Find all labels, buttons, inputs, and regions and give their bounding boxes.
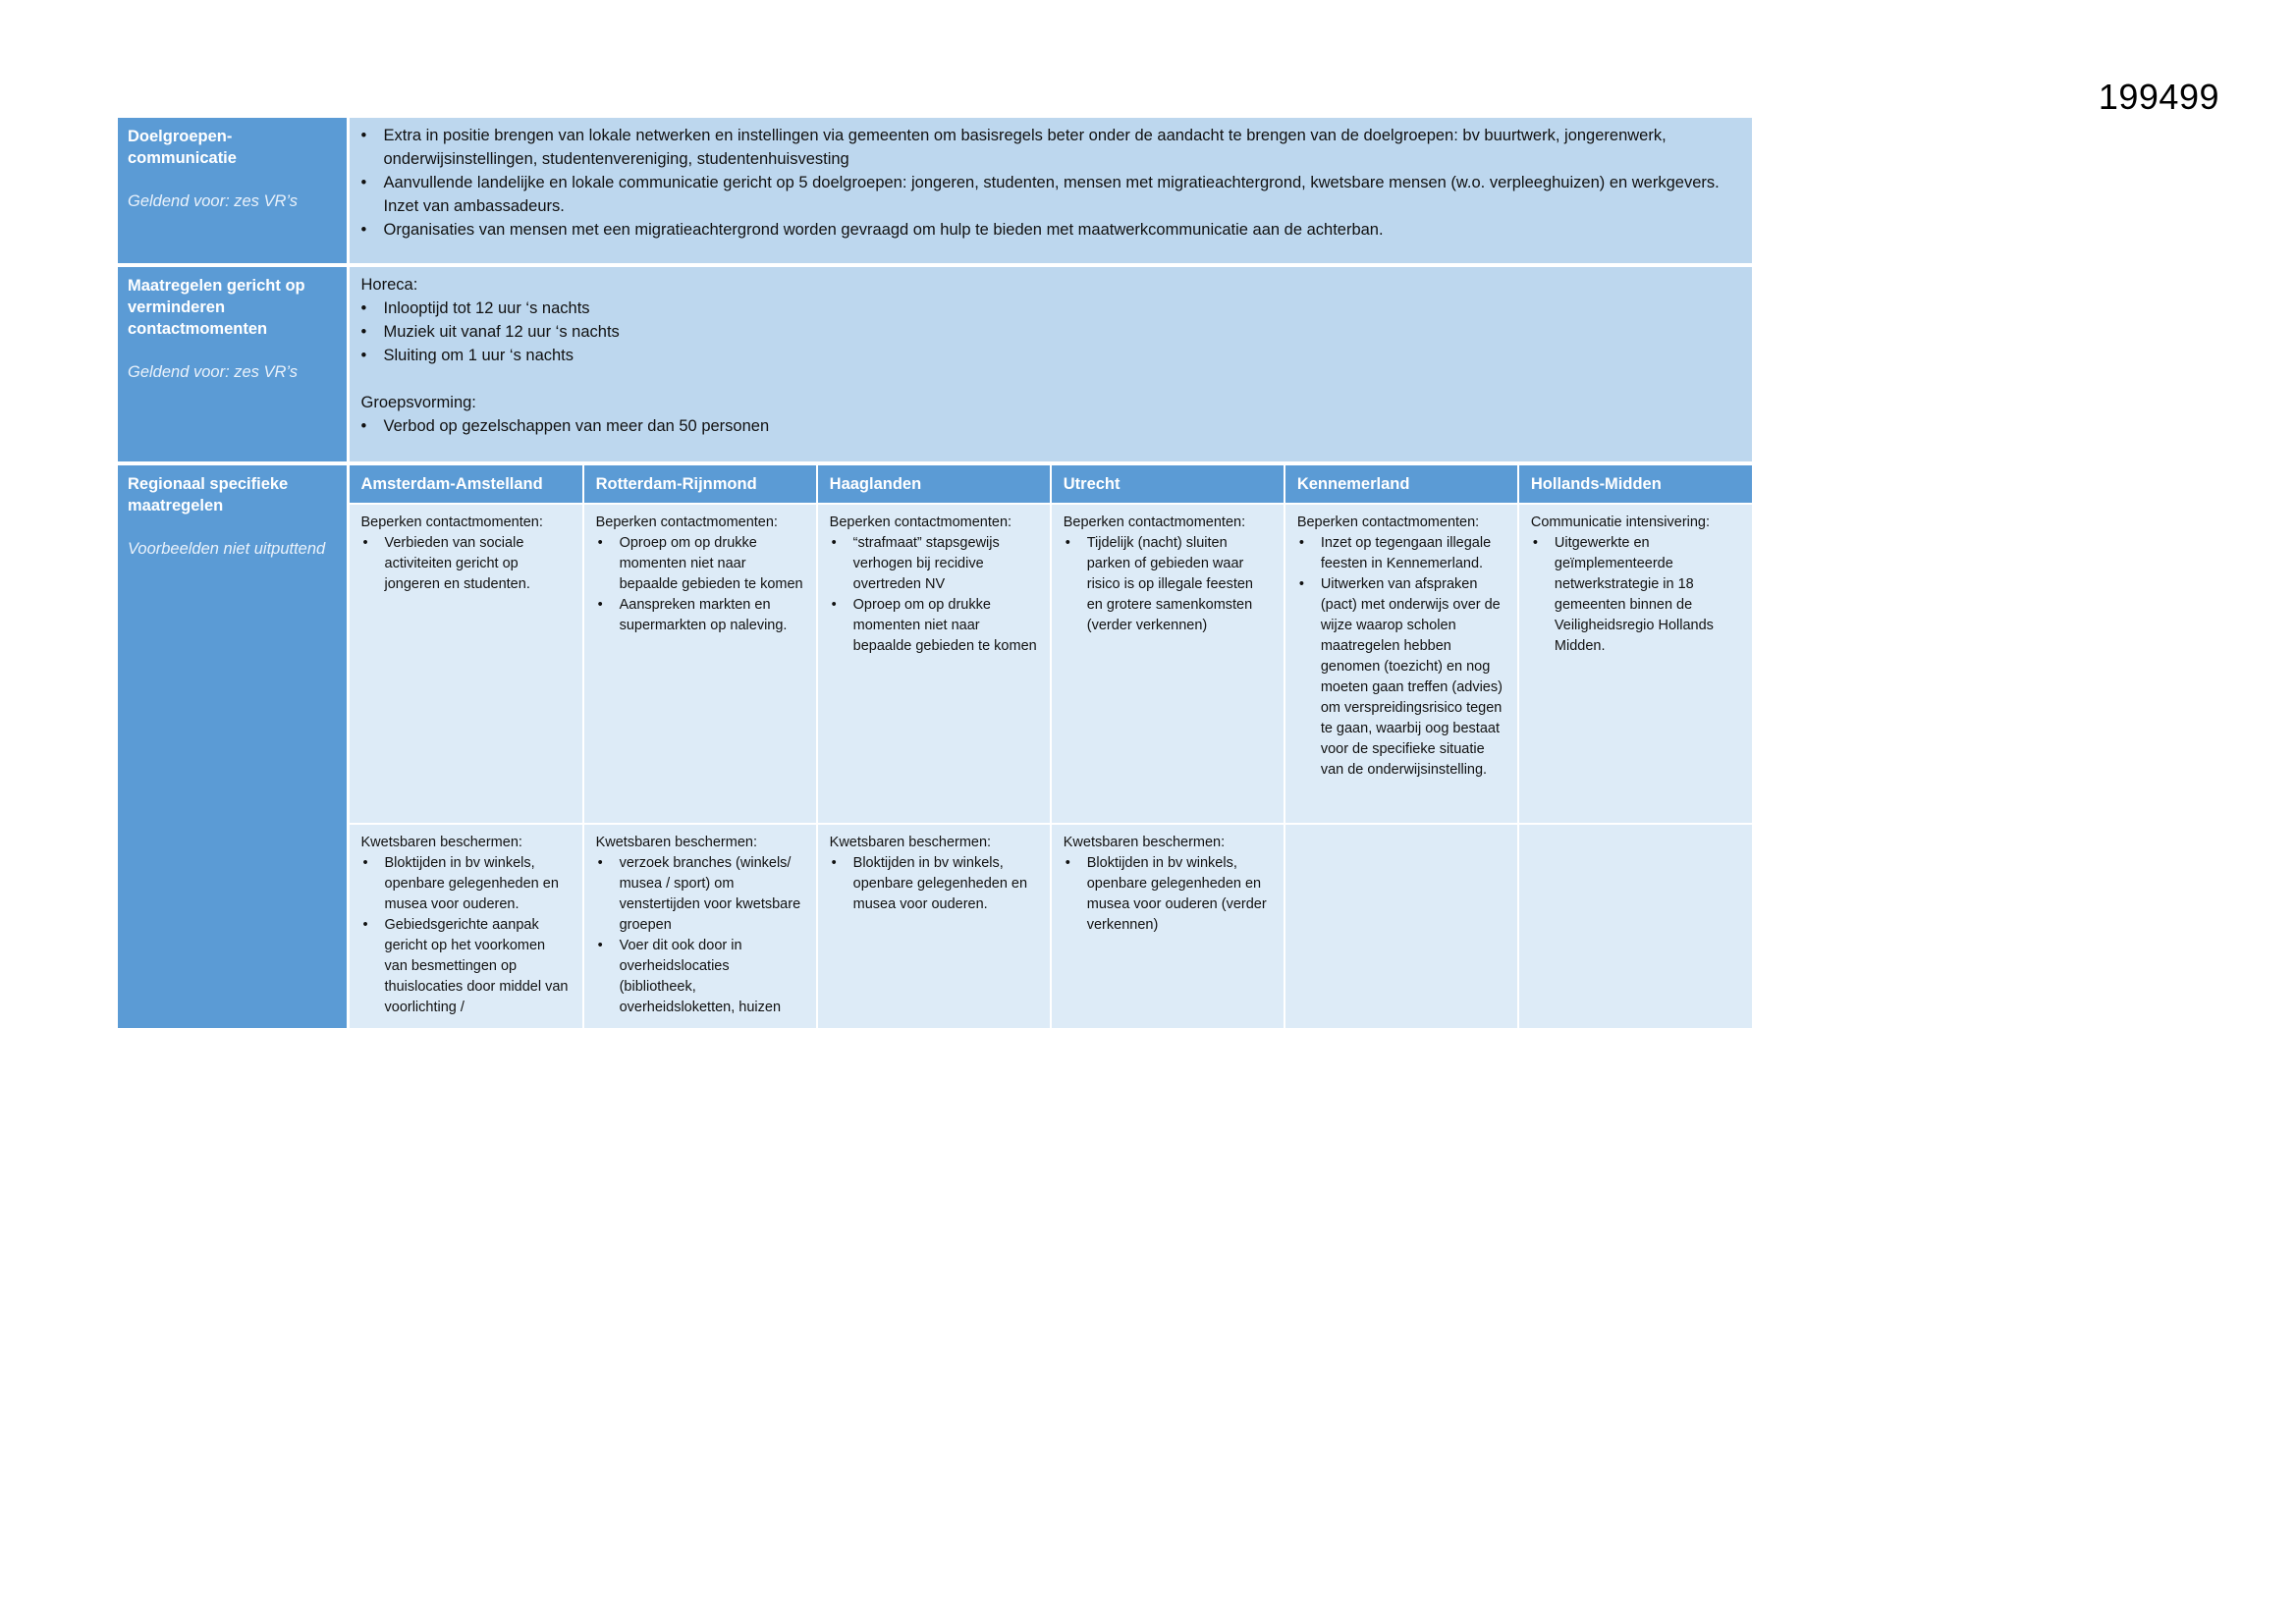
region-cell-empty bbox=[1518, 824, 1752, 1028]
list-item: • Aanvullende landelijke en lokale communicatie gericht op 5 doelgroepen: jongeren, studenten, mensen met migratieachtergrond, kwetsbare mensen (w.o. verpleeghuizen) en werkgevers. Inzet van ambassadeurs. bbox=[384, 171, 1741, 218]
region-row-kwetsbaren bbox=[350, 824, 1753, 1028]
list-item: • Organisaties van mensen met een migratieachtergrond worden gevraagd om hulp te bieden met maatwerkcommunicatie aan de achterban. bbox=[384, 218, 1741, 242]
region-header-utrecht: Utrecht bbox=[1051, 465, 1285, 504]
horeca-heading: Horeca: bbox=[360, 276, 418, 294]
list-item: • Uitwerken van afspraken (pact) met onderwijs over de wijze waarop scholen maatregelen hebben genomen (toezicht) en nog moeten gaan treffen (advies) om verspreidingsrisico tegen te gaan, waarbij oog bestaat voor de specifieke situatie van de onderwijsinstelling. bbox=[1321, 574, 1505, 781]
region-cell bbox=[350, 504, 583, 824]
list-item: • Voer dit ook door in overheidslocaties (bibliotheek, overheidsloketten, huizen bbox=[620, 936, 804, 1018]
bullet-list bbox=[361, 853, 571, 1018]
cell-heading: Beperken contactmomenten: bbox=[595, 514, 778, 530]
region-header-rotterdam: Rotterdam-Rijnmond bbox=[583, 465, 817, 504]
list-item: • Bloktijden in bv winkels, openbare gelegenheden en musea voor ouderen. bbox=[385, 853, 571, 915]
list-item: • Bloktijden in bv winkels, openbare gelegenheden en musea voor ouderen. bbox=[853, 853, 1038, 915]
list-item: • verzoek branches (winkels/ musea / sport) om venstertijden voor kwetsbare groepen bbox=[620, 853, 804, 936]
region-table bbox=[350, 465, 1753, 1028]
region-cell bbox=[1285, 504, 1518, 824]
row-label: Doelgroepen-communicatie bbox=[128, 128, 237, 167]
horeca-list bbox=[361, 297, 1741, 367]
bullet-list bbox=[1297, 533, 1505, 781]
list-item: • Muziek uit vanaf 12 uur ‘s nachts bbox=[384, 320, 1741, 344]
bullet-list bbox=[830, 533, 1038, 657]
row-note: Voorbeelden niet uitputtend bbox=[128, 540, 326, 558]
list-item: • Tijdelijk (nacht) sluiten parken of gebieden waar risico is op illegale feesten en grotere samenkomsten (verder verkennen) bbox=[1087, 533, 1272, 636]
region-cell bbox=[1051, 504, 1285, 824]
list-item: • Inzet op tegengaan illegale feesten in Kennemerland. bbox=[1321, 533, 1505, 574]
content-doelgroepen bbox=[348, 118, 1752, 265]
document-number: 199499 bbox=[2098, 77, 2219, 117]
region-header-row bbox=[350, 465, 1753, 504]
row-maatregelen bbox=[118, 265, 1752, 463]
region-cell bbox=[583, 824, 817, 1028]
region-cell bbox=[350, 824, 583, 1028]
region-cell-empty bbox=[1285, 824, 1518, 1028]
region-cell bbox=[583, 504, 817, 824]
cell-heading: Kwetsbaren beschermen: bbox=[829, 835, 992, 850]
bullet-list bbox=[596, 853, 804, 1018]
cell-heading: Kwetsbaren beschermen: bbox=[1063, 835, 1226, 850]
region-header-hollands-midden: Hollands-Midden bbox=[1518, 465, 1752, 504]
list-item: • Aanspreken markten en supermarkten op naleving. bbox=[620, 595, 804, 636]
bullet-list bbox=[1064, 853, 1272, 936]
groepsvorming-heading: Groepsvorming: bbox=[360, 394, 476, 411]
measures-table bbox=[118, 118, 1752, 1028]
row-doelgroepen bbox=[118, 118, 1752, 265]
row-label: Maatregelen gericht op verminderen contactmomenten bbox=[128, 277, 305, 338]
list-item: • Oproep om op drukke momenten niet naar bepaalde gebieden te komen bbox=[853, 595, 1038, 657]
row-label: Regionaal specifieke maatregelen bbox=[128, 475, 289, 514]
region-cell bbox=[1518, 504, 1752, 824]
list-item: • Bloktijden in bv winkels, openbare gelegenheden en musea voor ouderen (verder verkennen) bbox=[1087, 853, 1272, 936]
cell-heading: Beperken contactmomenten: bbox=[1296, 514, 1480, 530]
region-cell bbox=[1051, 824, 1285, 1028]
list-item: • Gebiedsgerichte aanpak gericht op het voorkomen van besmettingen op thuislocaties door middel van voorlichting / bbox=[385, 915, 571, 1018]
region-header-haaglanden: Haaglanden bbox=[817, 465, 1051, 504]
list-item: • Verbod op gezelschappen van meer dan 50 personen bbox=[384, 414, 1741, 438]
cell-heading: Beperken contactmomenten: bbox=[829, 514, 1012, 530]
region-cell bbox=[817, 824, 1051, 1028]
row-regionaal bbox=[118, 463, 1752, 1028]
content-regionaal bbox=[348, 463, 1752, 1028]
list-item: • Oproep om op drukke momenten niet naar bepaalde gebieden te komen bbox=[620, 533, 804, 595]
groepsvorming-list bbox=[361, 414, 1741, 438]
bullet-list bbox=[361, 124, 1741, 242]
label-maatregelen bbox=[118, 265, 348, 463]
list-item: • “strafmaat” stapsgewijs verhogen bij recidive overtreden NV bbox=[853, 533, 1038, 595]
content-maatregelen bbox=[348, 265, 1752, 463]
list-item: • Sluiting om 1 uur ‘s nachts bbox=[384, 344, 1741, 367]
label-regionaal bbox=[118, 463, 348, 1028]
bullet-list bbox=[596, 533, 804, 636]
bullet-list bbox=[830, 853, 1038, 915]
row-note: Geldend voor: zes VR’s bbox=[128, 363, 299, 381]
list-item: • Uitgewerkte en geïmplementeerde netwerkstrategie in 18 gemeenten binnen de Veiligheidsregio Hollands Midden. bbox=[1555, 533, 1740, 657]
cell-heading: Kwetsbaren beschermen: bbox=[595, 835, 757, 850]
cell-heading: Kwetsbaren beschermen: bbox=[360, 835, 522, 850]
bullet-list bbox=[1531, 533, 1740, 657]
region-cell bbox=[817, 504, 1051, 824]
list-item: • Verbieden van sociale activiteiten gericht op jongeren en studenten. bbox=[385, 533, 571, 595]
region-header-amsterdam: Amsterdam-Amstelland bbox=[350, 465, 583, 504]
label-doelgroepen bbox=[118, 118, 348, 265]
cell-heading: Beperken contactmomenten: bbox=[360, 514, 543, 530]
cell-heading: Beperken contactmomenten: bbox=[1063, 514, 1246, 530]
bullet-list bbox=[361, 533, 571, 595]
region-row-contactmomenten bbox=[350, 504, 1753, 824]
list-item: • Extra in positie brengen van lokale netwerken en instellingen via gemeenten om basisregels beter onder de aandacht te brengen van de doelgroepen: bv buurtwerk, jongerenwerk, onderwijsinstellingen, studentenvereniging, studentenhuisvesting bbox=[384, 124, 1741, 171]
cell-heading: Communicatie intensivering: bbox=[1530, 514, 1711, 530]
bullet-list bbox=[1064, 533, 1272, 636]
region-header-kennemerland: Kennemerland bbox=[1285, 465, 1518, 504]
list-item: • Inlooptijd tot 12 uur ‘s nachts bbox=[384, 297, 1741, 320]
row-note: Geldend voor: zes VR’s bbox=[128, 192, 299, 210]
